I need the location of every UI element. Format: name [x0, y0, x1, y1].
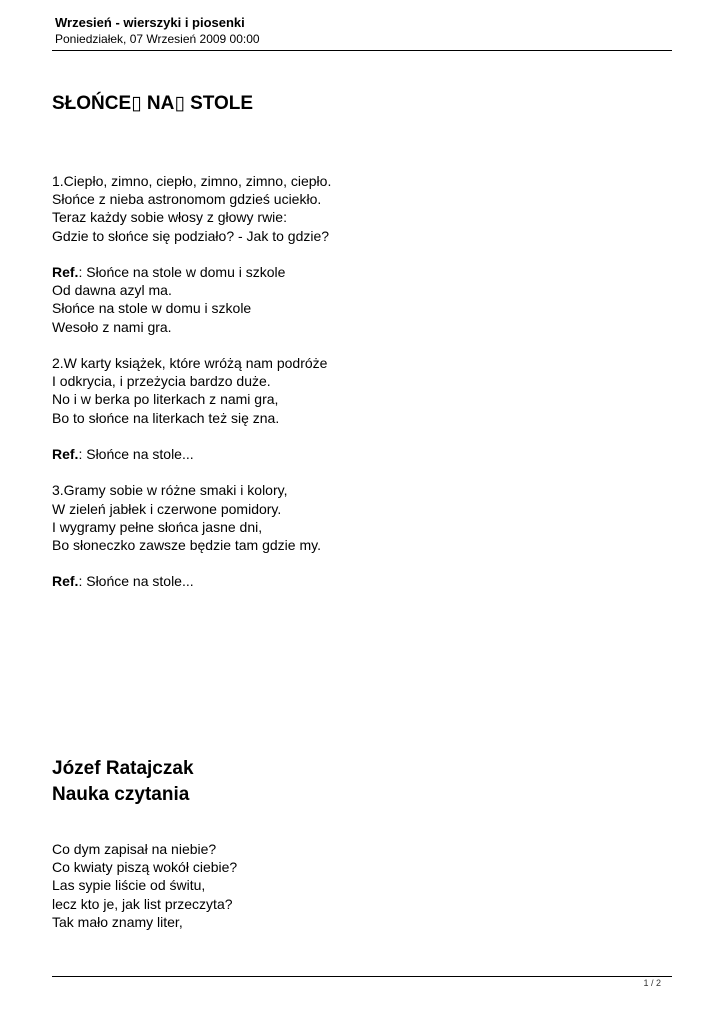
- lyric-line: Bo słoneczko zawsze będzie tam gdzie my.: [52, 537, 321, 553]
- lyric-text: : Słońce na stole...: [78, 446, 194, 462]
- poem-author: Józef Ratajczak: [52, 758, 194, 779]
- lyric-line: 2.W karty książek, które wróżą nam podróże: [52, 355, 328, 371]
- poem-heading: [52, 756, 194, 808]
- refrain-reference: [52, 572, 331, 590]
- refrain: [52, 263, 331, 336]
- lyric-line: No i w berka po literkach z nami gra,: [52, 391, 279, 408]
- poem-title: Nauka czytania: [52, 784, 190, 805]
- lyric-line: Od dawna azyl ma.: [52, 282, 172, 299]
- refrain-label: Ref.: [52, 264, 79, 280]
- page-header: [55, 15, 672, 47]
- page-number: 1 / 2: [643, 978, 661, 988]
- poem-text: [52, 840, 237, 931]
- header-divider: [52, 50, 672, 51]
- lyric-text: : Słońce na stole...: [78, 573, 194, 590]
- lyric-text: : Słońce na stole w domu i szkole: [78, 264, 286, 280]
- verse-2: [52, 354, 331, 427]
- publish-date: Poniedziałek, 07 Wrzesień 2009 00:00: [55, 32, 260, 46]
- lyric-line: I wygramy pełne słońca jasne dni,: [52, 518, 263, 535]
- poem-line: lecz kto je, jak list przeczyta?: [52, 895, 233, 912]
- lyric-line: Słońce z nieba astronomom gdzieś uciekło.: [52, 191, 322, 208]
- poem-line: Co kwiaty piszą wokół ciebie?: [52, 859, 238, 876]
- verse-3: [52, 481, 331, 554]
- lyric-line: W zieleń jabłek i czerwone pomidory.: [52, 500, 282, 517]
- lyric-line: 3.Gramy sobie w różne smaki i kolory,: [52, 482, 288, 499]
- refrain-reference: [52, 445, 331, 463]
- site-section-title: Wrzesień - wierszyki i piosenki: [55, 15, 245, 30]
- lyric-line: 1.Ciepło, zimno, ciepło, zimno, zimno, ciepło.: [52, 173, 332, 189]
- poem-line: Co dym zapisał na niebie?: [52, 841, 217, 857]
- refrain-label: Ref.: [52, 446, 79, 462]
- refrain-short: [52, 572, 331, 590]
- footer-divider: [52, 976, 672, 977]
- song-lyrics: [52, 172, 331, 609]
- lyric-line: Bo to słońce na literkach też się zna.: [52, 409, 280, 426]
- song-title: SŁOŃCE▯ NA▯ STOLE: [52, 93, 254, 114]
- poem-line: Las sypie liście od świtu,: [52, 877, 206, 894]
- verse-1: [52, 172, 331, 245]
- lyric-line: Słońce na stole w domu i szkole: [52, 300, 252, 317]
- refrain-short: [52, 445, 331, 463]
- refrain-label: Ref.: [52, 573, 79, 590]
- lyric-line: Teraz każdy sobie włosy z głowy rwie:: [52, 209, 287, 226]
- lyric-line: I odkrycia, i przeżycia bardzo duże.: [52, 373, 271, 390]
- refrain-first-line: [52, 263, 331, 281]
- lyric-line: Wesoło z nami gra.: [52, 318, 172, 335]
- lyric-line: Gdzie to słońce się podziało? - Jak to gdzie?: [52, 227, 330, 244]
- poem-line: Tak mało znamy liter,: [52, 913, 183, 930]
